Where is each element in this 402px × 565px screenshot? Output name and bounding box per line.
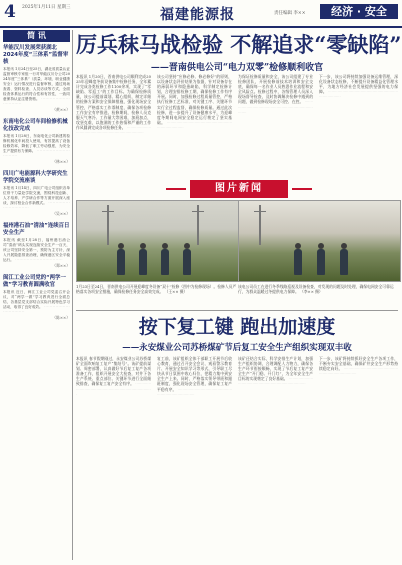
- brief-title: 福州港石油“清油”连续百日安全生产: [3, 223, 70, 236]
- photo-caption-text: 1月23日至24日，晋南供电公司开展迎峰度冬设备“双十”检修（图中为检修现场）。检修人员严格落实各项安全措施，确保检修任务安全高效完成。: [76, 284, 237, 294]
- brief-author: （吴××）: [52, 211, 70, 216]
- editor-line: 责任编辑 李××: [274, 11, 306, 16]
- worker-figure: [139, 249, 147, 275]
- main-article-col1: 本报讯 1月20日，晋南供电公司顺利完成2025年迎峰度冬前设备集中检修任务，全年累计完成各类检修工作1100余项，实现了“零缺陷、零返工”的工作目标。为确保检修质量，该公司提前谋划、精心组织，制定详细的检修方案和安全保障措施，强化现场安全管控，严格落实工作票制度，确保各项检修工作安全有序推进。检修期间，检修人员克服天气寒冷、工作量大等困难，加班加点，攻坚克难，以饱满的工作热情和严谨的工作作风圆满完成各项检修任务。 ·····: [76, 74, 151, 177]
- section-divider: [76, 310, 398, 311]
- photo-caption: [76, 284, 237, 294]
- brief-author: （郑××）: [52, 263, 70, 268]
- news-photo: [76, 200, 239, 282]
- brief-author: （黄××）: [52, 107, 70, 112]
- photo-caption-author: （李×× 摄）: [299, 289, 323, 294]
- worker-figure: [317, 249, 325, 275]
- page-header: [0, 0, 402, 28]
- brief-item: [3, 223, 70, 269]
- paper-name: 福建能源报: [160, 7, 235, 23]
- briefs-header: 简 讯: [3, 30, 70, 42]
- worker-figure: [117, 249, 125, 275]
- main-headline: 厉兵秣马战检验 不解追求“零缺陷”: [76, 32, 402, 57]
- brief-body: 本报讯 1月14日，四川广电公司组织各单位骨干力量赴学院交流，围绕科技创新、人才培养、产学研合作等方面开展深入座谈，探讨校企合作新模式。 ·····: [3, 186, 70, 211]
- main-article-col3: 为保证检修质量和安全，该公司组建了专业检修团队，开展检修前技术培训和安全交底，确保每一名作业人员熟悉作业流程和安全风险点。检修过程中，各级管理人员深入现场督导检查，及时协调解决检修中遇到的问题，做到检修现场安全可控、在控。 ·····: [238, 74, 313, 177]
- photo-caption-text: 该电公司员工在进行冬季线路巡视及设备检查，对发现的问题及时处理，确保电网安全可靠运行，为群众温暖过冬提供电力保障。: [238, 284, 394, 294]
- brief-title: 华能汉川发展荣获湖北2024年度“三体系”监督审核: [3, 45, 69, 65]
- second-article-col1: 本报讯 春节假期刚过，永安煤业公司苏桥煤矿全面吹响复工复产“集结号”。该矿提前谋划、周密部署，认真做好节后复工复产各项准备工作，组织开展安全大检查，对井下各生产系统、重点部位、关键环节进行全面细致排查，确保复工复产安全有序。 ·····: [76, 356, 151, 561]
- section-label: 经济 · 安全: [320, 4, 398, 19]
- brief-title: 闽江工业公司党的“两学一做”学习教育圆满收官: [3, 275, 66, 288]
- page-number: 4: [4, 2, 16, 22]
- brief-item: [3, 171, 70, 217]
- second-article-col4: 下一步，该矿将持续抓好安全生产各项工作，不断夯实安全基础，确保矿井安全生产形势持续稳定向好。 ·····: [319, 356, 398, 561]
- brief-body: 本报讯 1月28日，东南电化公司新建的检修机械化车间投入使用，有效提高了设备检修效率，降低了职工劳动强度，为安全生产提供有力保障。 ·····: [3, 134, 70, 159]
- brief-item: [3, 119, 70, 165]
- brief-title: 东南电化公司车间检修机械化技改完成: [3, 119, 68, 132]
- column-divider: [72, 30, 73, 560]
- second-article-col2: 复工前，该矿组织全体干部职工开展节后收心教育，通过召开安全会议、观看警示教育片、开展安全知识学习等形式，引导职工尽快从节日氛围中收心归位，把精力集中到安全生产上来。同时，严格落实领导带班和跟班制度，强化现场安全管理，确保复工复产平稳有序。 ·····: [157, 356, 232, 561]
- brief-item: [3, 45, 70, 113]
- worker-figure: [294, 249, 302, 275]
- brief-title: 四川广电能源科大学研究生学院交流座谈: [3, 171, 68, 184]
- transmission-tower-icon: [259, 205, 261, 245]
- brief-item: [3, 275, 70, 321]
- brief-body: 本报讯 截至1月28日，福州港石油公司“清油”码头实现连续安全生产一百天，该公司坚持安全第一、预防为主方针，深入开展隐患排查治理，确保港区安全平稳运行。 ·····: [3, 238, 70, 263]
- brief-body: 本报讯 近日，闽江工业公司党委召开会议，对“两学一做”学习教育进行全面总结，各基层党支部结合实际开展特色学习活动，取得了良好成效。 ·····: [3, 290, 70, 315]
- second-article-col3: 该矿还结合实际，科学安排生产计划，加强生产组织协调，合理调配人力物力，确保各生产环节衔接顺畅，实现了节后复工复产安全生产“开门稳、开门红”，为全年安全生产目标的实现奠定了良好基础。 ·····: [238, 356, 313, 561]
- worker-figure: [183, 249, 191, 275]
- transmission-tower-icon: [197, 205, 199, 245]
- picture-news-banner: 图片新闻: [190, 180, 288, 198]
- second-subheadline: ——永安煤业公司苏桥煤矿节后复工安全生产组织实现双丰收: [122, 343, 352, 353]
- worker-figure: [340, 249, 348, 275]
- transmission-tower-icon: [107, 205, 109, 245]
- page-meta: 2025年1月11日 星期三: [22, 5, 71, 10]
- briefs-column: [3, 30, 70, 562]
- second-headline: 按下复工键 跑出加速度: [138, 316, 336, 338]
- worker-figure: [161, 249, 169, 275]
- brief-body: 本报讯 1月24日至25日，湖北省质量认证监督审核专家组一行对华能汉川分公司2024年度“三体系”（质量、环境、职业健康安全）运行情况进行监督审核，通过现场查看、资料检查、人员访谈等方式，全面检查体系运行的符合性和有效性，一致同意保持认证注册资格。 ·····: [3, 67, 70, 107]
- news-photo: [238, 200, 401, 282]
- main-article-col2: 该公司坚持“应修必修、修必修好”的原则，以设备状态评价结果为依据，针对设备存在的薄弱环节和隐患缺陷，科学制定检修计划，合理安排检修工期，确保检修工作有序开展。同时，加强检修过程质量管控，严格执行检修工艺标准，对关键工序、关键环节实行全过程监督，确保检修质量。通过此次检修，进一步提升了设备健康水平，为迎峰度冬期间电网安全稳定运行奠定了坚实基础。 ·····: [157, 74, 232, 177]
- main-subheadline: ——晋南供电公司“电力双零”检修顺利收官: [150, 63, 324, 73]
- main-article-col4: 下一步，该公司将持续加强设备运维管理，深化设备状态检修，不断提升设备精益化管理水平，为地方经济社会发展提供坚强的电力保障。 ·····: [319, 74, 398, 177]
- photo-caption: [238, 284, 399, 294]
- brief-author: （林××）: [52, 159, 70, 164]
- brief-author: （陈××）: [52, 315, 70, 320]
- photo-caption-author: （王×× 摄）: [164, 289, 188, 294]
